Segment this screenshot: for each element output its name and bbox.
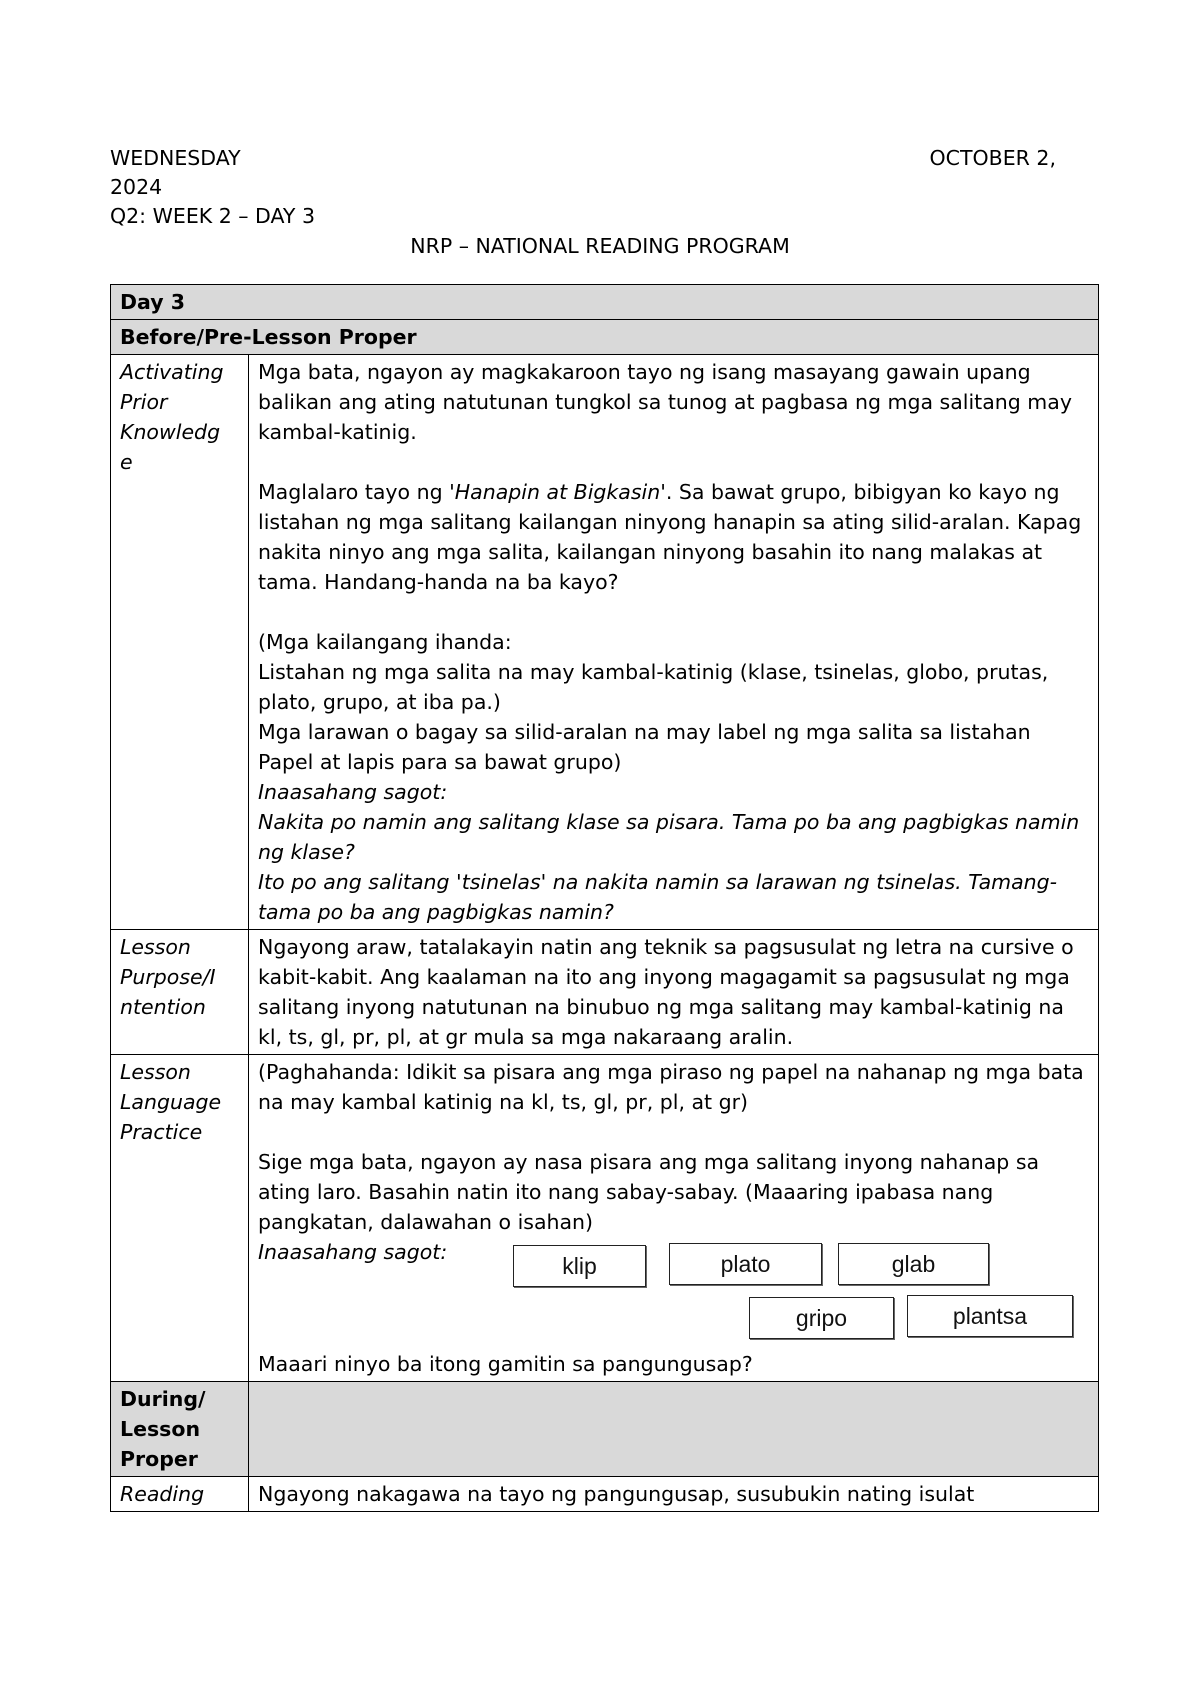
program-title: NRP – NATIONAL READING PROGRAM: [410, 234, 790, 258]
game-title: Hanapin at Bigkasin: [454, 480, 661, 504]
preparation-note: (Paghahanda: Idikit sa pisara ang mga piraso ng papel na nahanap ng mga bata na may kambal katinig na kl, ts, gl, pr, pl, at gr): [258, 1060, 1084, 1114]
during-row: [111, 1382, 1099, 1477]
word-card-klip: klip: [513, 1245, 646, 1287]
word-cards: [258, 1237, 1089, 1349]
materials-item: Listahan ng mga salita na may kambal-katinig (klase, tsinelas, globo, prutas, plato, grupo, at iba pa.): [258, 660, 1049, 714]
language-content: [249, 1055, 1099, 1382]
date-text: OCTOBER 2,: [929, 146, 1056, 170]
sentence-question: Maaari ninyo ba itong gamitin sa pangungusap?: [258, 1352, 753, 1376]
year-text: 2024: [110, 175, 163, 199]
activating-content: [249, 355, 1099, 930]
before-row: [111, 320, 1099, 355]
reading-row: [111, 1477, 1099, 1512]
materials-item: Mga larawan o bagay sa silid-aralan na may label ng mga salita sa listahan: [258, 720, 1031, 744]
reading-instruction: Sige mga bata, ngayon ay nasa pisara ang mga salitang inyong nahanap sa ating laro. Basahin natin ito nang sabay-sabay. (Maaaring ipabasa nang pangkatan, dalawahan o isahan): [258, 1150, 1040, 1234]
day-name: WEDNESDAY: [110, 146, 241, 170]
day-row: [111, 285, 1099, 320]
week-label: Q2: WEEK 2 – DAY 3: [110, 204, 315, 228]
reading-label: Reading: [111, 1477, 249, 1512]
purpose-content: Ngayong araw, tatalakayin natin ang teknik sa pagsusulat ng letra na cursive o kabit-kabit. Ang kaalaman na ito ang inyong magagamit sa pagsusulat ng mga salitang inyong natutunan na binubuo ng mga salitang may kambal-katinig na kl, ts, gl, pr, pl, at gr mula sa mga nakaraang aralin.: [249, 930, 1099, 1055]
materials-intro: (Mga kailangang ihanda:: [258, 630, 512, 654]
purpose-label: Lesson Purpose/I ntention: [111, 930, 249, 1055]
materials-item: Papel at lapis para sa bawat grupo): [258, 750, 622, 774]
language-label: Lesson Language Practice: [111, 1055, 249, 1382]
activating-label: Activating Prior Knowledg e: [111, 355, 249, 930]
expected-answer: Ito po ang salitang 'tsinelas' na nakita namin sa larawan ng tsinelas. Tamang-tama po ba ang pagbigkas namin?: [258, 870, 1058, 924]
game-instructions: Maglalaro tayo ng 'Hanapin at Bigkasin'. Sa bawat grupo, bibigyan ko kayo ng listahan ng mga salitang kailangan ninyong hanapin sa ating silid-aralan. Kapag nakita ninyo ang mga salita, kailangan ninyong basahin ito nang malakas at tama. Handang-handa na ba kayo?: [258, 480, 1082, 594]
before-heading: Before/Pre-Lesson Proper: [111, 320, 1099, 355]
expected-answer-label: Inaasahang sagot:: [258, 780, 448, 804]
word-card-glab: glab: [838, 1243, 989, 1285]
during-content: [249, 1382, 1099, 1477]
language-row: [111, 1055, 1099, 1382]
word-card-plato: plato: [669, 1243, 822, 1285]
activating-row: [111, 355, 1099, 930]
during-label: During/ Lesson Proper: [111, 1382, 249, 1477]
word-card-gripo: gripo: [749, 1297, 894, 1339]
lesson-plan-table: [110, 284, 1099, 1512]
purpose-row: [111, 930, 1099, 1055]
expected-answer-label: Inaasahang sagot:: [258, 1240, 448, 1264]
expected-answer: Nakita po namin ang salitang klase sa pisara. Tama po ba ang pagbigkas namin ng klase?: [258, 810, 1080, 864]
reading-content: Ngayong nakagawa na tayo ng pangungusap, susubukin nating isulat: [249, 1477, 1099, 1512]
word-card-plantsa: plantsa: [907, 1295, 1073, 1337]
activating-intro: Mga bata, ngayon ay magkakaroon tayo ng isang masayang gawain upang balikan ang ating natutunan tungkol sa tunog at pagbasa ng mga salitang may kambal-katinig.: [258, 360, 1072, 444]
day-heading: Day 3: [111, 285, 1099, 320]
